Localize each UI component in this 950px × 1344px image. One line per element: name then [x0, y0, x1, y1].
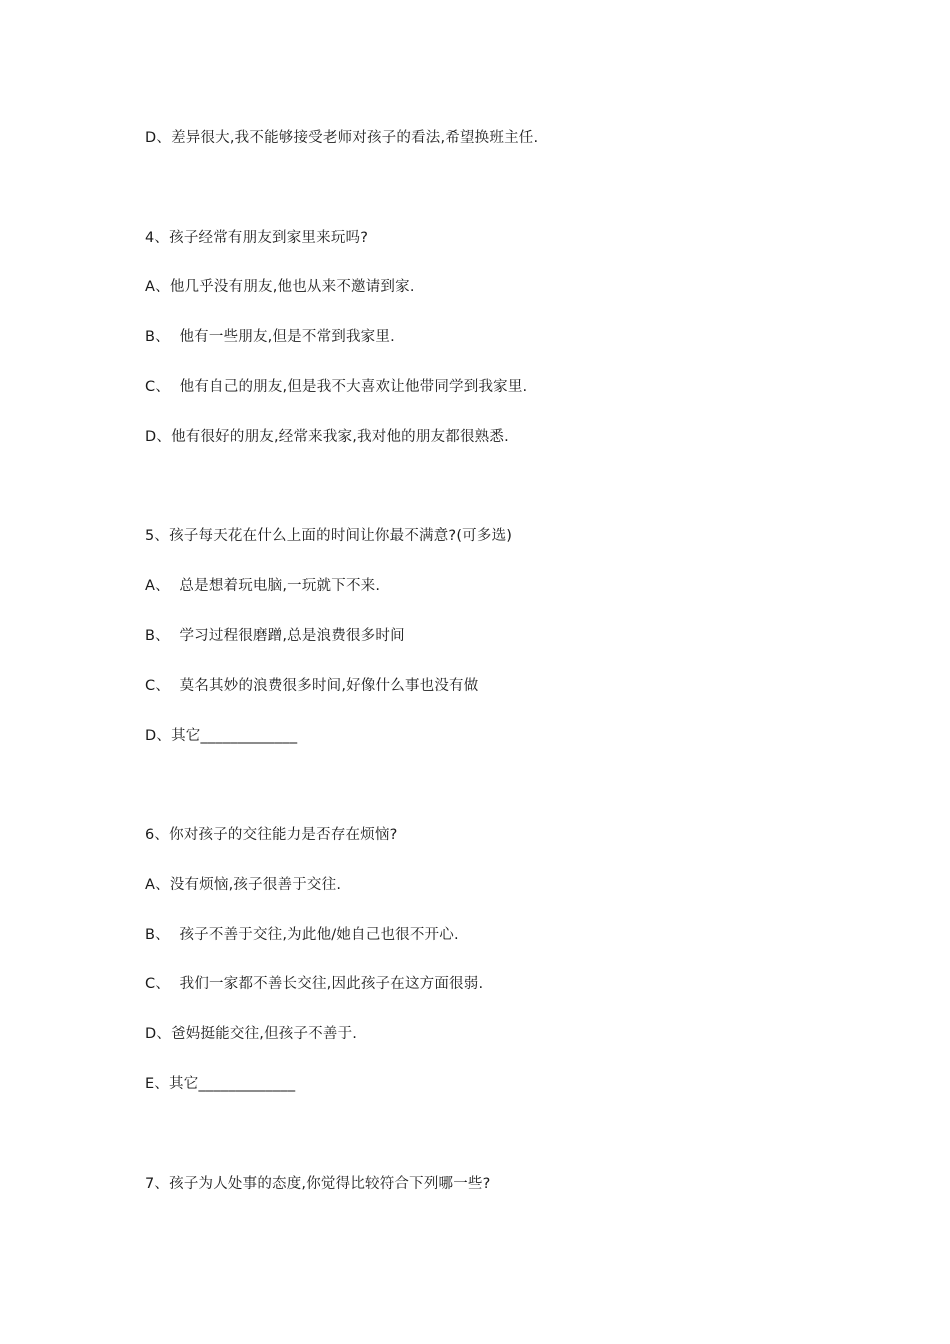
q6-option-e: E、其它_____________	[145, 1076, 296, 1092]
q5-question: 5、孩子每天花在什么上面的时间让你最不满意?(可多选)	[145, 528, 513, 544]
q5-option-b: B、 学习过程很磨蹭,总是浪费很多时间	[145, 628, 405, 644]
q4-question: 4、孩子经常有朋友到家里来玩吗?	[145, 230, 369, 246]
q6-option-a: A、没有烦恼,孩子很善于交往.	[145, 877, 342, 893]
q5-option-a: A、 总是想着玩电脑,一玩就下不来.	[145, 578, 381, 594]
q6-option-b: B、 孩子不善于交往,为此他/她自己也很不开心.	[145, 927, 459, 943]
q5-option-d: D、其它_____________	[145, 728, 298, 744]
q7-question: 7、孩子为人处事的态度,你觉得比较符合下列哪一些?	[145, 1176, 491, 1192]
q3-option-d: D、差异很大,我不能够接受老师对孩子的看法,希望换班主任.	[145, 130, 539, 146]
q6-option-c: C、 我们一家都不善长交往,因此孩子在这方面很弱.	[145, 976, 484, 992]
q4-option-a: A、他几乎没有朋友,他也从来不邀请到家.	[145, 279, 415, 295]
q6-question: 6、你对孩子的交往能力是否存在烦恼?	[145, 827, 398, 843]
q5-option-c: C、 莫名其妙的浪费很多时间,好像什么事也没有做	[145, 678, 479, 694]
q4-option-d: D、他有很好的朋友,经常来我家,我对他的朋友都很熟悉.	[145, 429, 509, 445]
q4-option-b: B、 他有一些朋友,但是不常到我家里.	[145, 329, 395, 345]
q6-option-d: D、爸妈挺能交往,但孩子不善于.	[145, 1026, 358, 1042]
q4-option-c: C、 他有自己的朋友,但是我不大喜欢让他带同学到我家里.	[145, 379, 528, 395]
